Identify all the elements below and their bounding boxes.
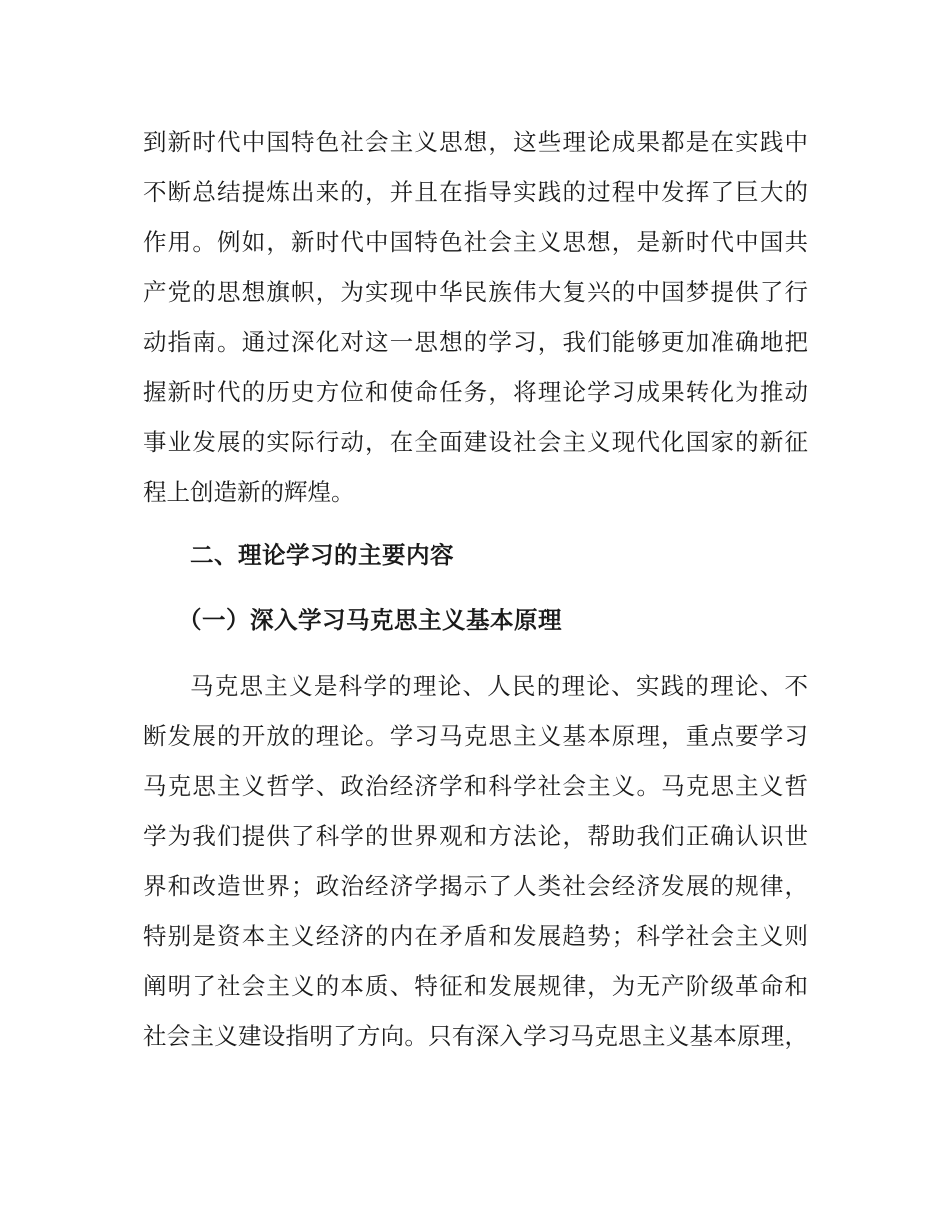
- paragraph-2-line-4: 学为我们提供了科学的世界观和方法论，帮助我们正确认识世: [143, 822, 808, 850]
- paragraph-2-line-8: 社会主义建设指明了方向。只有深入学习马克思主义基本原理，: [143, 1022, 808, 1050]
- paragraph-1-line-6: 握新时代的历史方位和使命任务，将理论学习成果转化为推动: [143, 378, 808, 406]
- paragraph-1-line-7: 事业发展的实际行动，在全面建设社会主义现代化国家的新征: [143, 428, 808, 456]
- paragraph-1-line-2: 不断总结提炼出来的，并且在指导实践的过程中发挥了巨大的: [143, 178, 808, 206]
- paragraph-2-line-1: 马克思主义是科学的理论、人民的理论、实践的理论、不: [190, 672, 808, 700]
- paragraph-1-line-3: 作用。例如，新时代中国特色社会主义思想，是新时代中国共: [143, 228, 808, 256]
- paragraph-2-line-2: 断发展的开放的理论。学习马克思主义基本原理，重点要学习: [143, 722, 808, 750]
- paragraph-2-line-7: 阐明了社会主义的本质、特征和发展规律，为无产阶级革命和: [143, 972, 808, 1000]
- section-heading: 二、理论学习的主要内容: [190, 541, 454, 569]
- paragraph-1-line-1: 到新时代中国特色社会主义思想，这些理论成果都是在实践中: [143, 128, 808, 156]
- subsection-heading: （一）深入学习马克思主义基本原理: [178, 606, 562, 634]
- paragraph-2-line-5: 界和改造世界；政治经济学揭示了人类社会经济发展的规律，: [143, 872, 808, 900]
- paragraph-1-line-8: 程上创造新的辉煌。: [143, 478, 355, 506]
- paragraph-2-line-3: 马克思主义哲学、政治经济学和科学社会主义。马克思主义哲: [143, 772, 808, 800]
- paragraph-1-line-5: 动指南。通过深化对这一思想的学习，我们能够更加准确地把: [143, 328, 808, 356]
- paragraph-1-line-4: 产党的思想旗帜，为实现中华民族伟大复兴的中国梦提供了行: [143, 278, 808, 306]
- paragraph-2-line-6: 特别是资本主义经济的内在矛盾和发展趋势；科学社会主义则: [143, 922, 808, 950]
